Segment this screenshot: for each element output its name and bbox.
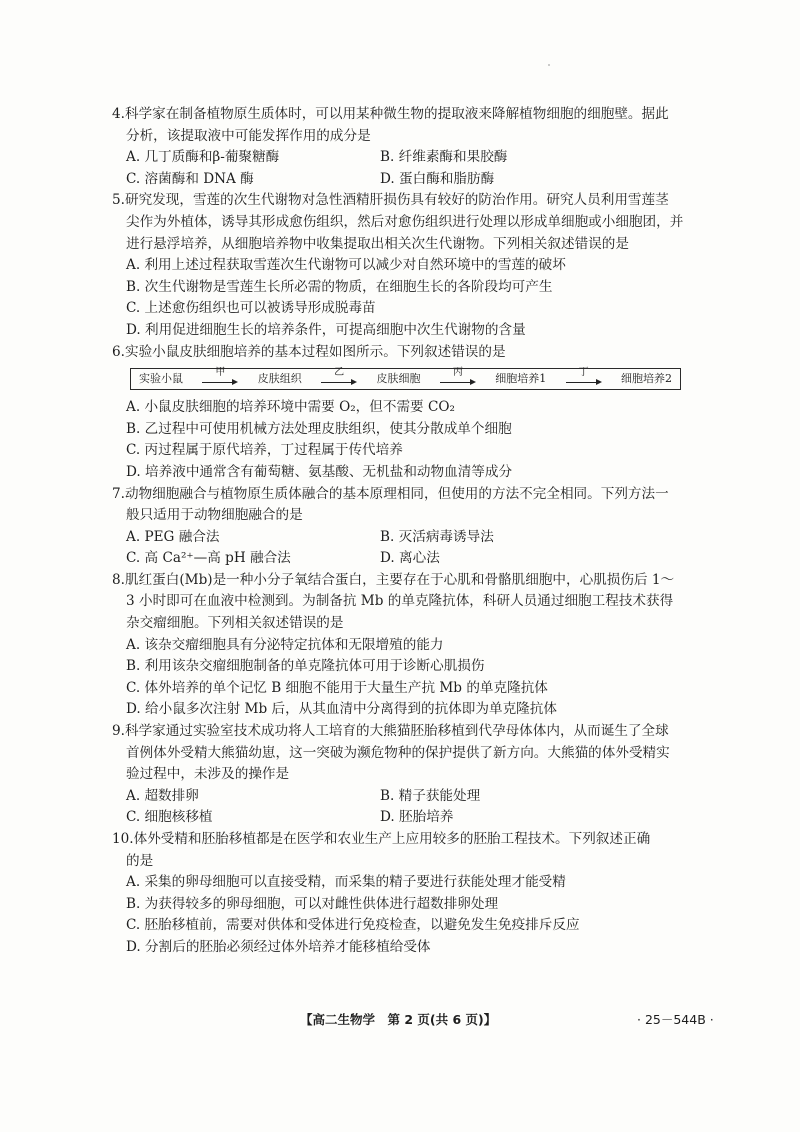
question — [112, 721, 702, 829]
answer-option: A. 几丁质酶和β-葡聚糖酶 — [126, 149, 280, 166]
question — [112, 570, 702, 721]
flow-arrow-label: 丁 — [578, 367, 589, 379]
answer-option: A. 超数排卵 — [126, 787, 199, 804]
arrow-shaft — [202, 382, 234, 383]
question-stem-line: 10.体外受精和胚胎移植都是在医学和农业生产上应用较多的胚胎工程技术。下列叙述正确 — [112, 831, 651, 847]
flow-arrow — [440, 369, 476, 389]
question — [112, 190, 702, 341]
question-stem-line: 的是 — [126, 852, 154, 869]
arrow-head-icon — [351, 379, 357, 385]
answer-option: A. 利用上述过程获取雪莲次生代谢物可以减少对自然环境中的雪莲的破坏 — [126, 257, 566, 274]
question-stem-line: 首例体外受精大熊猫幼崽，这一突破为濒危物种的保护提供了新方向。大熊猫的体外受精实 — [126, 744, 670, 761]
answer-option: B. 纤维素酶和果胶酶 — [380, 149, 508, 166]
answer-option: C. 上述愈伤组织也可以被诱导形成脱毒苗 — [126, 300, 376, 317]
flow-node: 皮肤组织 — [257, 372, 302, 386]
arrow-head-icon — [232, 379, 238, 385]
arrow-shaft — [321, 382, 353, 383]
answer-option: C. 胚胎移植前，需要对供体和受体进行免疫检查，以避免发生免疫排斥反应 — [126, 917, 580, 934]
flow-arrow — [321, 369, 357, 389]
footer-code: · 25－544B · — [637, 1012, 714, 1027]
arrow-head-icon — [470, 379, 476, 385]
answer-option: A. 采集的卵母细胞可以直接受精，而采集的精子要进行获能处理才能受精 — [126, 874, 566, 891]
answer-option: C. 丙过程属于原代培养，丁过程属于传代培养 — [126, 442, 403, 459]
flow-arrow — [566, 369, 602, 389]
scan-speck — [548, 64, 550, 66]
answer-option: D. 给小鼠多次注射 Mb 后，从其血清中分离得到的抗体即为单克隆抗体 — [126, 701, 557, 718]
flow-arrow — [202, 369, 238, 389]
flow-arrow-label: 甲 — [215, 367, 226, 379]
answer-option: D. 蛋白酶和脂肪酶 — [380, 170, 495, 187]
question-stem-line: 6.实验小鼠皮肤细胞培养的基本过程如图所示。下列叙述错误的是 — [112, 343, 506, 360]
question-stem-line: 尖作为外植体，诱导其形成愈伤组织，然后对愈伤组织进行处理以形成单细胞或小细胞团，并 — [126, 213, 684, 230]
flow-arrow-label: 丙 — [452, 367, 463, 379]
question-stem-line: 3 小时即可在血液中检测到。为制备抗 Mb 的单克隆抗体，科研人员通过细胞工程技术获得 — [126, 593, 674, 610]
question-stem-line: 8.肌红蛋白(Mb)是一种小分子氧结合蛋白，主要存在于心肌和骨骼肌细胞中，心肌损伤后 1～ — [112, 571, 675, 588]
flow-node: 皮肤细胞 — [376, 372, 421, 386]
arrow-shaft — [440, 382, 472, 383]
flow-node: 细胞培养1 — [495, 372, 547, 386]
question-stem-line: 杂交瘤细胞。下列相关叙述错误的是 — [126, 615, 344, 632]
flow-arrow-label: 乙 — [334, 367, 345, 379]
arrow-shaft — [566, 382, 598, 383]
answer-option: A. 该杂交瘤细胞具有分泌特定抗体和无限增殖的能力 — [126, 636, 444, 653]
option-row — [112, 786, 702, 808]
answer-option: A. 小鼠皮肤细胞的培养环境中需要 O₂，但不需要 CO₂ — [126, 399, 455, 416]
answer-option: B. 为获得较多的卵母细胞，可以对雌性供体进行超数排卵处理 — [126, 895, 499, 912]
answer-option: B. 利用该杂交瘤细胞制备的单克隆抗体可用于诊断心肌损伤 — [126, 658, 485, 675]
question — [112, 829, 702, 959]
answer-option: D. 培养液中通常含有葡萄糖、氨基酸、无机盐和动物血清等成分 — [126, 463, 513, 480]
flow-node: 实验小鼠 — [139, 372, 183, 386]
arrow-head-icon — [596, 379, 602, 385]
answer-option: D. 离心法 — [380, 550, 440, 567]
answer-option: C. 高 Ca²⁺—高 pH 融合法 — [126, 550, 291, 567]
question-stem-line: 9.科学家通过实验室技术成功将人工培育的大熊猫胚胎移植到代孕母体体内，从而诞生了全球 — [112, 723, 669, 740]
question-stem-line: 5.研究发现，雪莲的次生代谢物对急性酒精肝损伤具有较好的防治作用。研究人员利用雪莲茎 — [112, 192, 669, 209]
option-row — [112, 527, 702, 549]
answer-option: D. 胚胎培养 — [380, 809, 454, 826]
answer-option: C. 体外培养的单个记忆 B 细胞不能用于大量生产抗 Mb 的单克隆抗体 — [126, 679, 548, 696]
page-footer — [0, 1010, 800, 1032]
answer-option: C. 细胞核移植 — [126, 809, 213, 826]
option-row — [112, 147, 702, 169]
process-flow-diagram — [130, 368, 681, 390]
answer-option: B. 乙过程中可使用机械方法处理皮肤组织，使其分散成单个细胞 — [126, 420, 512, 437]
question-stem-line: 分析，该提取液中可能发挥作用的成分是 — [126, 127, 371, 144]
answer-option: D. 分割后的胚胎必须经过体外培养才能移植给受体 — [126, 938, 431, 955]
answer-option: D. 利用促进细胞生长的培养条件，可提高细胞中次生代谢物的含量 — [126, 321, 526, 338]
question-stem-line: 般只适用于动物细胞融合的是 — [126, 507, 303, 524]
answer-option: C. 溶菌酶和 DNA 酶 — [126, 170, 254, 187]
answer-option: B. 精子获能处理 — [380, 787, 481, 804]
option-row — [112, 548, 702, 570]
question — [112, 342, 702, 484]
answer-option: B. 灭活病毒诱导法 — [380, 528, 494, 545]
question-stem-line: 验过程中，未涉及的操作是 — [126, 766, 290, 783]
answer-option: A. PEG 融合法 — [126, 528, 220, 545]
question — [112, 484, 702, 570]
question — [112, 104, 702, 190]
question-stem-line: 7.动物细胞融合与植物原生质体融合的基本原理相同，但使用的方法不完全相同。下列方法一 — [112, 485, 669, 502]
question-stem-line: 进行悬浮培养，从细胞培养物中收集提取出相关次生代谢物。下列相关叙述错误的是 — [126, 235, 629, 252]
question-stem-line: 4.科学家在制备植物原生质体时，可以用某种微生物的提取液来降解植物细胞的细胞壁。据此 — [112, 106, 669, 122]
option-row — [112, 807, 702, 829]
footer-title: 【高二生物学 第 2 页(共 6 页)】 — [300, 1012, 497, 1027]
option-row — [112, 169, 702, 191]
question-list — [112, 104, 702, 959]
answer-option: B. 次生代谢物是雪莲生长所必需的物质，在细胞生长的各阶段均可产生 — [126, 278, 553, 295]
flow-node: 细胞培养2 — [621, 372, 672, 386]
